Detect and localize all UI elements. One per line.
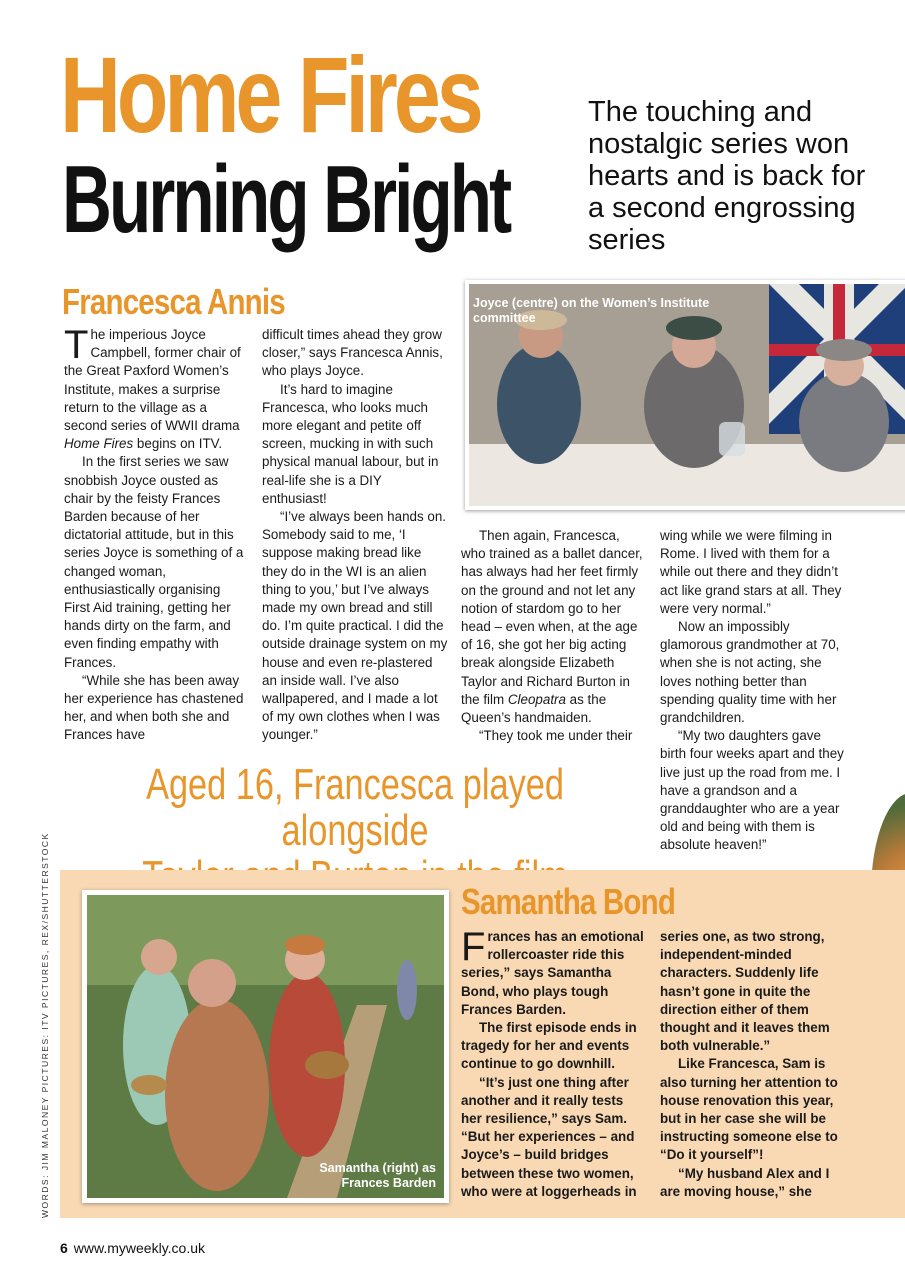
article-column-6 — [660, 928, 846, 1201]
footer-url: www.myweekly.co.uk — [73, 1240, 206, 1256]
paragraph: “I’ve always been hands on. Somebody said to me, ‘I suppose making bread like they do in the WI is an alien thing to you,’ but I’ve always made my own bread and still do. I’m quite practical. I did the outside drainage system on my house and even re-plastered an inside wall. I’ve also wallpapered, and I made a lot of my own clothes when I was younger.” — [262, 509, 448, 743]
standfirst: The touching and nostalgic series won hearts and is back for a second engrossing series — [588, 96, 866, 256]
paragraph: difficult times ahead they grow closer,” says Francesca Annis, who plays Joyce. — [262, 327, 443, 379]
photo-caption: Joyce (centre) on the Women’s Institute committee — [473, 296, 710, 325]
paragraph: series one, as two strong, independent-minded characters. Suddenly life hasn’t gone in quite the direction either of them thought and it leaves them both vulnerable.” — [660, 929, 830, 1054]
article-column-4 — [660, 527, 846, 855]
headline-line1: Home Fires — [60, 34, 480, 155]
dropcap: T — [64, 323, 89, 367]
pull-quote-line1: Aged 16, Francesca played alongside — [146, 760, 564, 855]
paragraph-end: begins on ITV. — [133, 436, 223, 452]
paragraph: rances has an emotional rollercoaster ride this series,” says Samantha Bond, who plays tough Frances Barden. — [461, 929, 644, 1017]
article-column-3 — [461, 527, 647, 745]
dropcap: F — [461, 925, 486, 969]
page-number: 6 — [60, 1240, 68, 1256]
headline-line2: Burning Bright — [62, 146, 510, 253]
paragraph: he imperious Joyce Campbell, former chair of the Great Paxford Women’s Institute, makes a surprise return to the village as a second series of WWII drama — [64, 327, 241, 434]
photo-credit — [40, 832, 56, 1218]
paragraph: In the first series we saw snobbish Joyce ousted as chair by the feisty Frances Barden because of her dictatorial attitude, but in this series Joyce is something of a changed woman, enthusiastically organising First Aid training, getting her hands dirty on the farm, and even finding empathy with Frances. — [64, 454, 244, 670]
section-heading-samantha: Samantha Bond — [461, 881, 676, 922]
article-column-2 — [262, 326, 448, 745]
paragraph-end: as the Queen’s handmaiden. — [461, 691, 607, 726]
article-column-1 — [64, 323, 250, 745]
paragraph: Now an impossibly glamorous grandmother at 70, when she is not acting, she loves nothing better than spending quality time with her grandchildren. — [660, 619, 840, 726]
paragraph: “While she has been away her experience has chastened her, and when both she and Frances have — [64, 672, 244, 743]
photo-illustration — [87, 895, 444, 1198]
article-column-5 — [461, 925, 647, 1201]
paragraph: “It’s just one thing after another and it really tests her resilience,” says Sam. “But her experiences – and Joyce’s – build bridges between these two women, who were at loggerheads in — [461, 1074, 637, 1199]
italic-title: Cleopatra — [507, 691, 566, 707]
italic-title: Home Fires — [64, 436, 134, 452]
paragraph: “They took me under their — [479, 728, 633, 744]
paragraph: The first episode ends in tragedy for her and events continue to go downhill. — [461, 1020, 637, 1072]
paragraph: “My husband Alex and I are moving house,” she — [660, 1165, 830, 1199]
photo-samantha — [82, 890, 449, 1203]
credit-text: WORDS: JIM MALONEY PICTURES: ITV PICTURES, REX/SHUTTERSTOCK — [40, 832, 50, 1218]
paragraph: It’s hard to imagine Francesca, who looks much more elegant and petite off screen, mucking in with such physical manual labour, but in real-life she is a DIY enthusiast! — [262, 381, 439, 506]
paragraph: “My two daughters gave birth four weeks apart and they live just up the road from me. I have a grandson and a granddaughter who are a year old and being with them is absolute heaven!” — [660, 728, 844, 853]
section-heading-francesca: Francesca Annis — [62, 281, 285, 322]
page-footer — [60, 1240, 205, 1256]
photo-womens-institute — [465, 280, 905, 510]
paragraph: wing while we were filming in Rome. I lived with them for a while out there and they didn’t act like grand stars at all. They were very normal.” — [660, 528, 842, 616]
paragraph: Like Francesca, Sam is also turning her attention to house renovation this year, but in her case she will be instructing someone else to “Do it yourself”! — [660, 1056, 838, 1163]
paragraph: Then again, Francesca, who trained as a ballet dancer, has always had her feet firmly on the ground and not let any notion of stardom go to her head – even when, at the age of 16, she got her big acting break alongside Elizabeth Taylor and Richard Burton in the film — [461, 528, 643, 707]
photo-caption: Samantha (right) as Frances Barden — [319, 1161, 436, 1190]
